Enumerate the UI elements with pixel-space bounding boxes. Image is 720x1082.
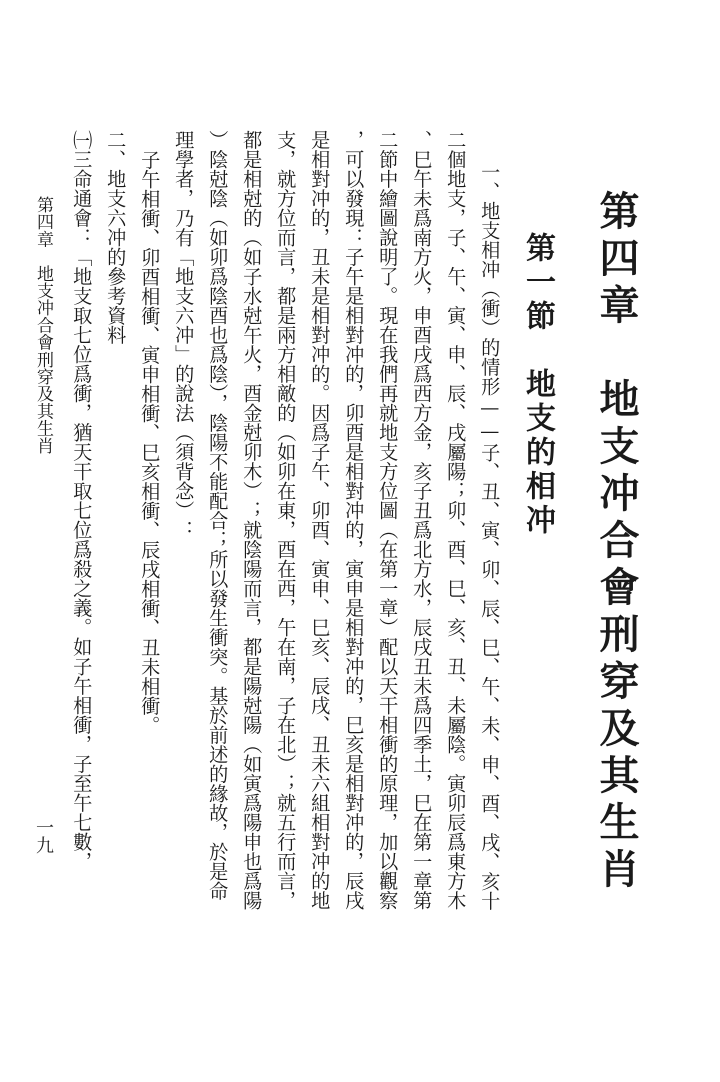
body-line-10: 理學者，乃有「地支六冲」的說法（須背念）： xyxy=(172,130,196,540)
body-line-12: 二、地支六冲的參考資料 xyxy=(104,130,128,345)
body-line-7: 支，就方位而言，都是兩方相敵的（如卯在東，酉在西，午在南，子在北）；就五行而言， xyxy=(274,130,298,910)
page-number: 一九 xyxy=(33,818,54,854)
body-line-1: 一、地支相冲（衝）的情形——子、丑、寅、卯、辰、巳、午、未、申、酉、戌、亥十 xyxy=(478,162,502,911)
body-line-2: 二個地支，子、午、寅、申、辰、戌屬陽；卯、酉、巳、亥、丑、未屬陰。寅卯辰爲東方木 xyxy=(444,130,468,910)
section-title: 第一節 地支的相冲 xyxy=(520,232,555,538)
body-line-8: 都是相尅的（如子水尅午火，酉金尅卯木）；就陰陽而言，都是陽尅陽（如寅爲陽申也爲陽 xyxy=(240,130,264,910)
body-line-4: 二節中繪圖說明了。現在我們再就地支方位圖（在第一章）配以天干相衝的原理，加以觀察 xyxy=(376,130,400,910)
chapter-title: 第四章 地支冲合會刑穿及其生肖 xyxy=(593,190,640,895)
body-line-5: ，可以發現：子午是相對冲的，卯酉是相對冲的，寅申是相對冲的，巳亥是相對冲的，辰戌 xyxy=(342,130,366,910)
body-line-9: ）陰尅陰（如卯爲陰酉也爲陰），陰陽不能配合；所以發生衝突。基於前述的緣故，於是命 xyxy=(206,130,230,901)
body-line-3: 、巳午未爲南方火，申酉戌爲西方金，亥子丑爲北方水，辰戌丑未爲四季土，巳在第一章第 xyxy=(410,130,434,910)
running-head: 第四章 地支冲合會刑穿及其生肖 xyxy=(33,196,53,454)
body-line-13: ㈠三命通會：「地支取七位爲衝，猶天干取七位爲殺之義。如子午相衝，子至午七數， xyxy=(70,130,94,871)
body-line-11: 子午相衝、卯酉相衝、寅申相衝、巳亥相衝、辰戌相衝、丑未相衝。 xyxy=(138,150,162,735)
body-line-6: 是相對冲的，丑未是相對冲的。因爲子午、卯酉、寅申、巳亥、辰戌、丑未六組相對冲的地 xyxy=(308,130,332,910)
